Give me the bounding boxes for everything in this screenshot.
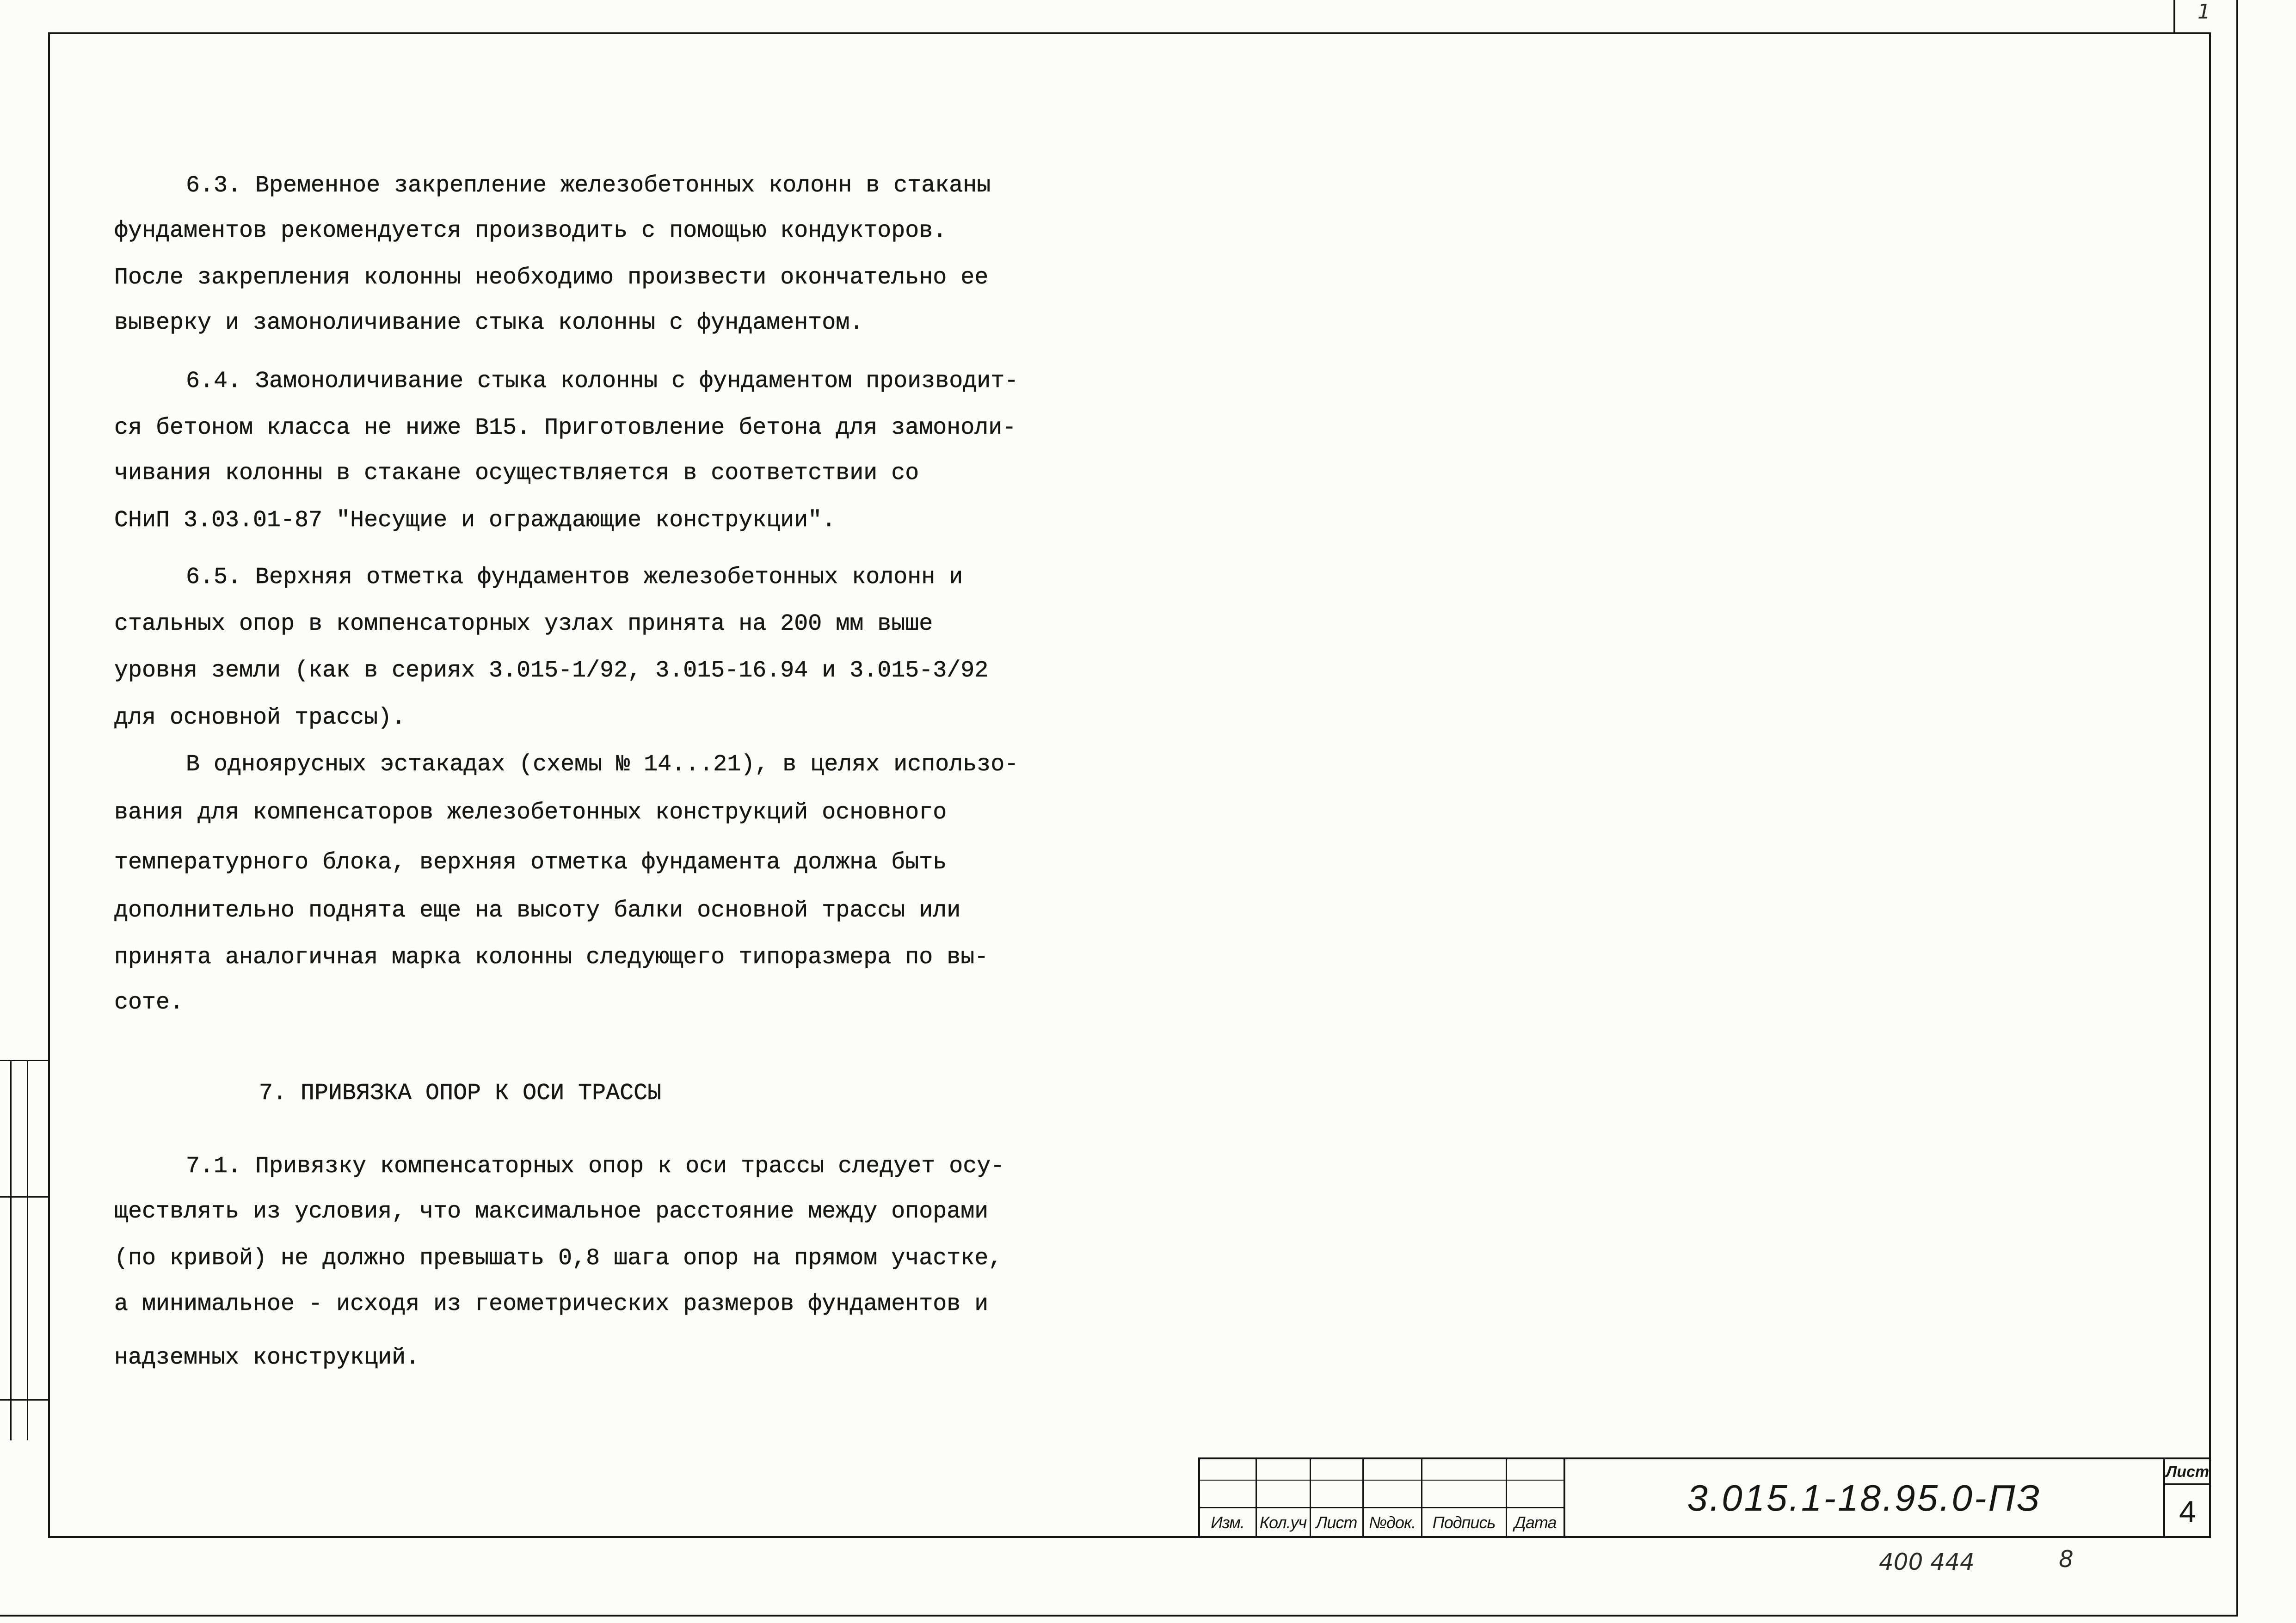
text-line: 6.3. Временное закрепление железобетонных колонн в стаканы bbox=[186, 172, 991, 199]
text-line: уровня земли (как в сериях 3.015-1/92, 3.015-16.94 и 3.015-3/92 bbox=[114, 658, 989, 684]
document-designation: 3.015.1-18.95.0-ПЗ bbox=[1687, 1477, 2042, 1518]
text-line: фундаментов рекомендуется производить с помощью кондукторов. bbox=[114, 218, 947, 244]
text-line: 6.4. Замоноличивание стыка колонны с фундаментом производит- bbox=[186, 368, 1019, 394]
inventory-copy-number: 8 bbox=[2059, 1546, 2074, 1573]
binding-strip-line bbox=[0, 1060, 48, 1061]
title-block-column-count: Кол.уч bbox=[1259, 1513, 1307, 1532]
text-line: В одноярусных эстакадах (схемы № 14...21), в целях использо- bbox=[186, 751, 1019, 778]
title-block-column-change: Изм. bbox=[1211, 1513, 1244, 1532]
title-block-column-doc-number: №док. bbox=[1369, 1513, 1416, 1532]
text-line: (по кривой) не должно превышать 0,8 шага опор на прямом участке, bbox=[114, 1245, 1003, 1272]
sheet-label: Лист bbox=[2166, 1463, 2210, 1481]
title-block-column-date: Дата bbox=[1514, 1513, 1557, 1532]
text-line: 7.1. Привязку компенсаторных опор к оси трассы следует осу- bbox=[186, 1153, 1005, 1180]
title-block-column-sheet: Лист bbox=[1316, 1513, 1357, 1532]
text-line: а минимальное - исходя из геометрических размеров фундаментов и bbox=[114, 1291, 989, 1317]
title-block-column-signature: Подпись bbox=[1432, 1513, 1496, 1532]
title-block-line bbox=[2164, 1483, 2211, 1485]
text-line: ществлять из условия, что максимальное расстояние между опорами bbox=[114, 1199, 989, 1225]
text-line: температурного блока, верхняя отметка фундамента должна быть bbox=[114, 849, 947, 876]
binding-strip-line bbox=[27, 1060, 28, 1440]
text-line: стальных опор в компенсаторных узлах принята на 200 мм выше bbox=[114, 611, 933, 637]
outer-bottom-line bbox=[0, 1615, 2238, 1617]
text-line: ся бетоном класса не ниже В15. Приготовление бетона для замоноли- bbox=[114, 415, 1016, 441]
text-line: вания для компенсаторов железобетонных конструкций основного bbox=[114, 799, 947, 826]
corner-mark: 1 bbox=[2198, 0, 2210, 24]
binding-strip-line bbox=[0, 1196, 48, 1198]
inventory-number: 400 444 bbox=[1879, 1549, 1975, 1575]
text-line: После закрепления колонны необходимо произвести окончательно ее bbox=[114, 264, 989, 291]
title-block-line bbox=[1199, 1480, 1564, 1481]
text-line: СНиП 3.03.01-87 "Несущие и ограждающие конструкции". bbox=[114, 507, 836, 534]
corner-cell-line bbox=[2173, 0, 2175, 32]
text-line: надземных конструкций. bbox=[114, 1345, 420, 1371]
sheet-number: 4 bbox=[2179, 1494, 2196, 1529]
text-line: дополнительно поднята еще на высоту балки основной трассы или bbox=[114, 898, 961, 924]
text-line: соте. bbox=[114, 990, 184, 1016]
text-line: чивания колонны в стакане осуществляется в соответствии со bbox=[114, 460, 919, 486]
text-line: принята аналогичная марка колонны следующего типоразмера по вы- bbox=[114, 944, 989, 971]
section-heading: 7. ПРИВЯЗКА ОПОР К ОСИ ТРАССЫ bbox=[259, 1080, 662, 1107]
text-line: выверку и замоноличивание стыка колонны с фундаментом. bbox=[114, 310, 864, 336]
binding-strip-line bbox=[0, 1399, 48, 1401]
text-line: для основной трассы). bbox=[114, 705, 406, 731]
title-block-line bbox=[1199, 1457, 2211, 1459]
outer-right-line bbox=[2236, 0, 2238, 1616]
text-line: 6.5. Верхняя отметка фундаментов железобетонных колонн и bbox=[186, 564, 963, 590]
binding-strip-line bbox=[10, 1060, 12, 1440]
